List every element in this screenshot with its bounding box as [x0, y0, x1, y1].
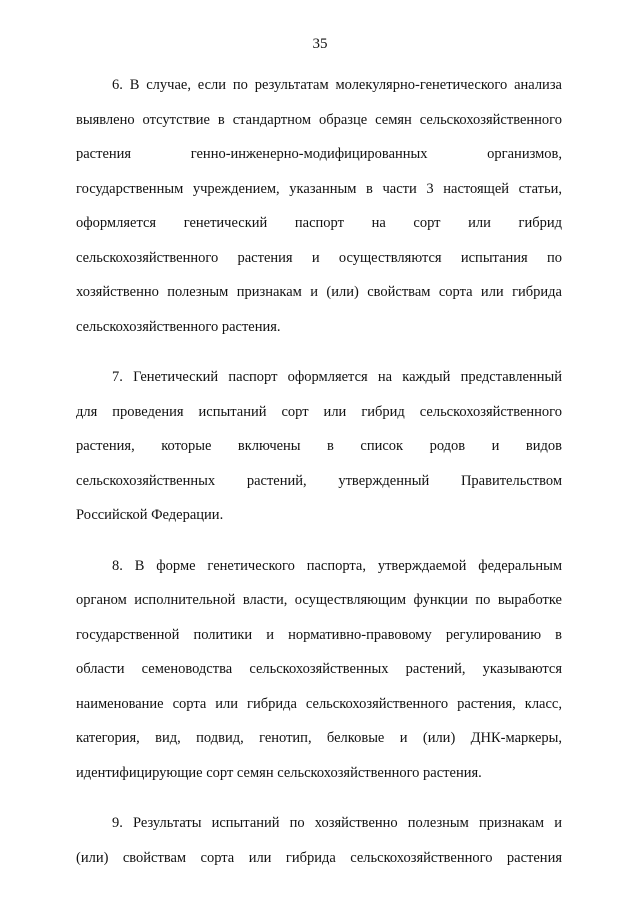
text-line: 9. Результаты испытаний по хозяйственно полезным признакам и [112, 815, 562, 831]
text-line: растения генно-инженерно-модифицированных организмов, [76, 146, 562, 162]
text-line: выявлено отсутствие в стандартном образце семян сельскохозяйственного [76, 111, 562, 128]
text-line: сельскохозяйственного растения. [76, 318, 281, 335]
text-line: 6. В случае, если по результатам молекулярно-генетического анализа [112, 77, 562, 93]
paragraph-7 [76, 360, 562, 533]
text-line: (или) свойствам сорта или гибрида сельскохозяйственного растения [76, 849, 562, 866]
page-number: 35 [312, 36, 328, 52]
paragraph-6 [76, 68, 562, 344]
text-line: оформляется генетический паспорт на сорт или гибрид [76, 215, 562, 231]
text-line: наименование сорта или гибрида сельскохозяйственного растения, класс, [76, 695, 562, 712]
text-line: 8. В форме генетического паспорта, утверждаемой федеральным [112, 557, 562, 574]
document-body [76, 68, 562, 891]
text-line: сельскохозяйственных растений, утвержденный Правительством [76, 472, 562, 489]
text-line: категория, вид, подвид, генотип, белковые и (или) ДНК-маркеры, [76, 730, 562, 746]
text-line: органом исполнительной власти, осуществляющим функции по выработке [76, 592, 562, 608]
text-line: для проведения испытаний сорт или гибрид сельскохозяйственного [76, 403, 562, 420]
text-line: идентифицирующие сорт семян сельскохозяйственного растения. [76, 764, 482, 781]
text-line: государственной политики и нормативно-правовому регулированию в [76, 626, 562, 643]
paragraph-8 [76, 549, 562, 791]
text-line: сельскохозяйственного растения и осуществляются испытания по [76, 249, 562, 266]
text-line: хозяйственно полезным признакам и (или) свойствам сорта или гибрида [76, 284, 562, 300]
text-line: 7. Генетический паспорт оформляется на каждый представленный [112, 369, 562, 385]
text-line: растения, которые включены в список родов и видов [76, 438, 562, 454]
text-line: Российской Федерации. [76, 507, 224, 523]
paragraph-9 [76, 806, 562, 875]
text-line: области семеноводства сельскохозяйственных растений, указываются [76, 661, 562, 677]
text-line: государственным учреждением, указанным в части 3 настоящей статьи, [76, 180, 562, 197]
